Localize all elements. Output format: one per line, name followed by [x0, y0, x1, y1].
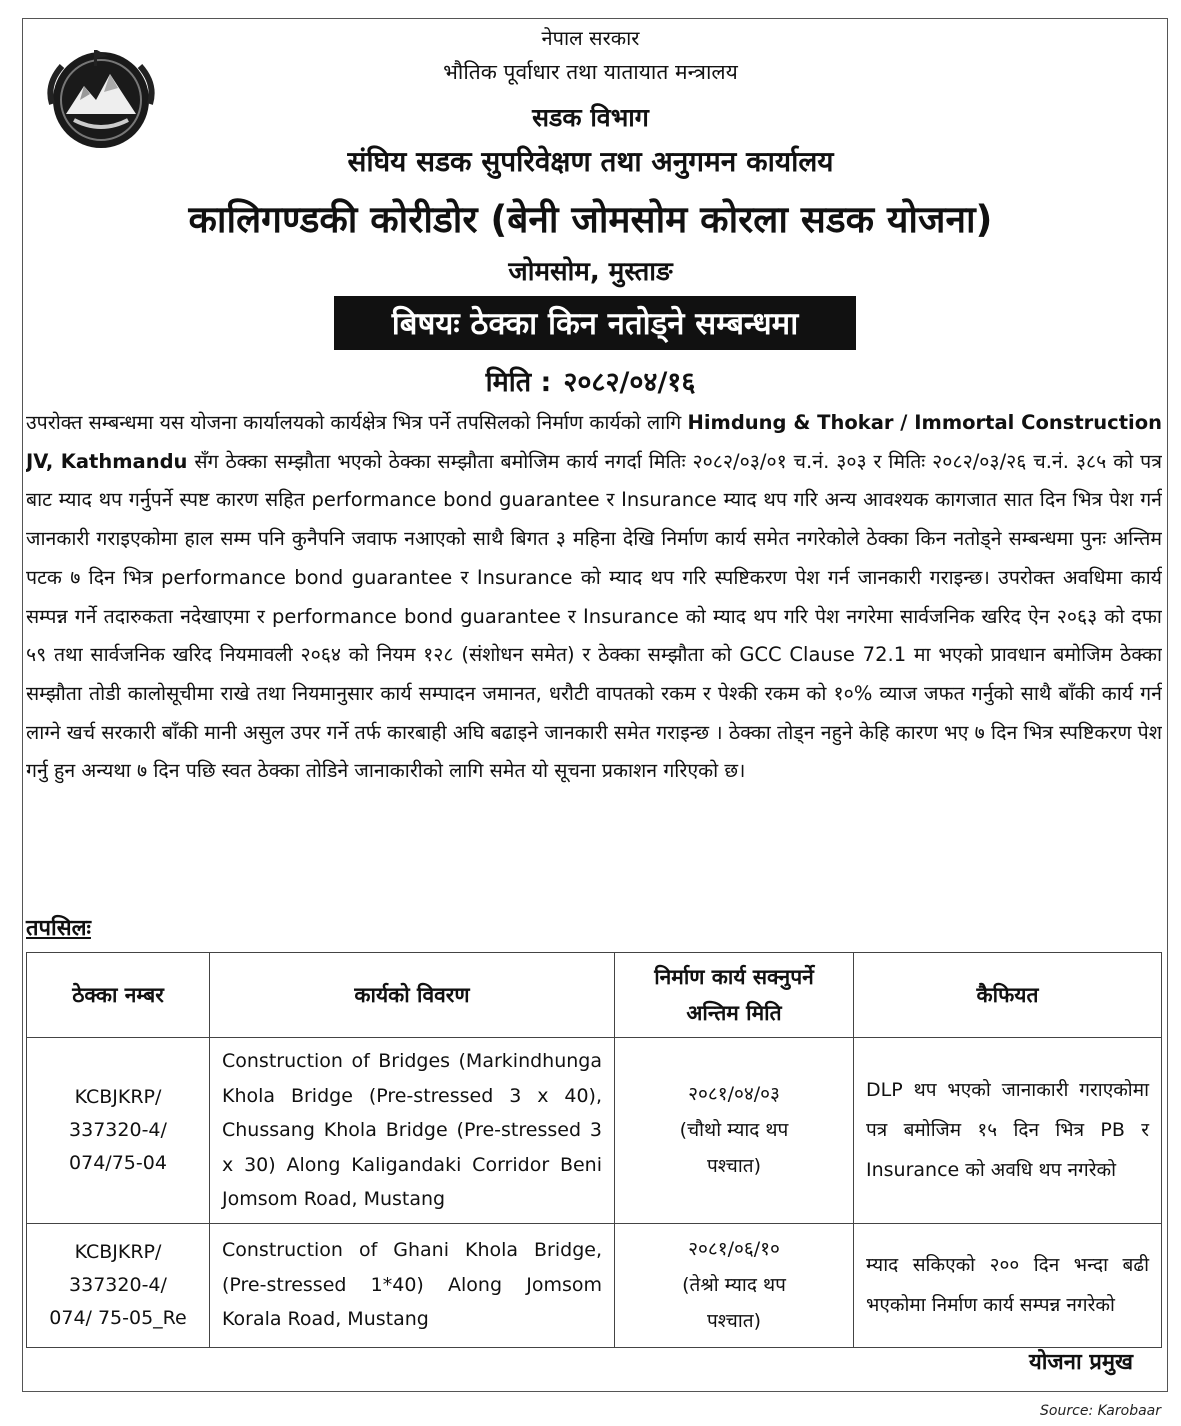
works-table	[26, 952, 1162, 1348]
department-name: सडक विभाग	[532, 103, 649, 132]
subject-banner: बिषयः ठेक्का किन नतोड्ने सम्बन्धमा	[334, 296, 856, 350]
contract-number-cell	[27, 1223, 210, 1347]
contract-number-line: 074/ 75-05_Re	[49, 1306, 187, 1329]
government-name: नेपाल सरकार	[541, 26, 640, 50]
work-description-cell: Construction of Bridges (Markindhunga Khola Bridge (Pre-stressed 3 x 40), Chussang Khola Bridge (Pre-stressed 3 x 30) Along Kaligandaki Corridor Beni Jomsom Road, Mustang	[210, 1038, 615, 1224]
notice-body-part2: सँग ठेक्का सम्झौता भएको ठेक्का सम्झौता बमोजिम कार्य नगर्दा मितिः २०८२/०३/०१ च.नं. ३०३ र मितिः २०८२/०३/२६ च.नं. ३८५ को पत्र बाट म्याद थप गर्नुपर्ने स्पष्ट कारण सहित performance bond guarantee र Insurance म्याद थप गरि अन्य आवश्यक कागजात सात दिन भित्र पेश गर्न जानकारी गराइएकोमा हाल सम्म पनि कुनैपनि जवाफ नआएको साथै बिगत ३ महिना देखि निर्माण कार्य समेत नगरेकोले ठेक्का किन नतोड्ने सम्बन्धमा पुनः अन्तिम पटक ७ दिन भित्र performance bond guarantee र Insurance को म्याद थप गरि स्पष्टिकरण पेश गर्न जानकारी गराइन्छ। उपरोक्त अवधिमा कार्य सम्पन्न गर्ने तदारुकता नदेखाएमा र performance bond guarantee र Insurance को म्याद थप गरि पेश नगरेमा सार्वजनिक खरिद ऐन २०६३ को दफा ५९ तथा सार्वजनिक खरिद नियमावली २०६४ को नियम १२८ (संशोधन समेत) र ठेक्का सम्झौता को GCC Clause 72.1 मा भएको प्रावधान बमोजिम ठेक्का सम्झौता तोडी कालोसूचीमा राखे तथा नियमानुसार कार्य सम्पादन जमानत, धरौटी वापतको रकम र पेश्की रकम को १०% व्याज जफत गर्नुको साथै बाँकी कार्य गर्न लाग्ने खर्च सरकारी बाँकी मानी असुल उपर गर्ने तर्फ कारबाही अघि बढाइने जानकारी समेत गराइन्छ । ठेक्का तोड्न नहुने केहि कारण भए ७ दिन भित्र स्पष्टिकरण पेश गर्नु हुन अन्यथा ७ दिन पछि स्वत ठेक्का तोडिने जानाकारीको लागि समेत यो सूचना प्रकाशन गरिएको छ।	[26, 449, 1162, 783]
contract-number-line: 074/75-04	[69, 1151, 167, 1174]
date-value: २०८२/०४/१६	[563, 367, 696, 398]
contract-number-cell	[27, 1038, 210, 1224]
header-remarks: कैफियत	[854, 953, 1162, 1038]
deadline-cell	[615, 1223, 854, 1347]
table-row	[27, 1038, 1162, 1224]
deadline-date: २०८१/०६/१०	[688, 1238, 780, 1260]
office-location: जोमसोम, मुस्ताङ	[508, 257, 673, 287]
contract-number-line: KCBJKRP/	[74, 1085, 162, 1108]
schedule-title: तपसिलः	[26, 916, 91, 941]
deadline-note: पश्चात)	[706, 1310, 762, 1332]
signature-project-chief: योजना प्रमुख	[1028, 1350, 1133, 1375]
deadline-note: (चौथो म्याद थप	[679, 1119, 789, 1142]
deadline-date: २०८१/०४/०३	[688, 1083, 780, 1106]
source-credit: Source: Karobaar	[1040, 1403, 1161, 1419]
remarks-cell: DLP थप भएको जानाकारी गराएकोमा पत्र बमोजिम १५ दिन भित्र PB र Insurance को अवधि थप नगरेको	[854, 1038, 1162, 1224]
header-deadline-line1: निर्माण कार्य सक्नुपर्ने	[654, 965, 814, 989]
notice-body-part1: उपरोक्त सम्बन्धमा यस योजना कार्यालयको कार्यक्षेत्र भित्र पर्ने तपसिलको निर्माण कार्यको लागि	[26, 411, 682, 434]
ministry-name: भौतिक पूर्वाधार तथा यातायात मन्त्रालय	[443, 60, 738, 84]
date-label: मिति :	[485, 367, 552, 398]
remarks-cell: म्याद सकिएको २०० दिन भन्दा बढी भएकोमा निर्माण कार्य सम्पन्न नगरेको	[854, 1223, 1162, 1347]
deadline-note: पश्चात)	[706, 1155, 762, 1178]
header-deadline-line2: अन्तिम मिति	[686, 1001, 782, 1025]
header-contract-no: ठेक्का नम्बर	[27, 953, 210, 1038]
contractor-name: Himdung & Thokar / Immortal Construction JV, Kathmandu	[26, 411, 1162, 473]
notice-date	[0, 362, 1181, 399]
contract-number-line: 337320-4/	[69, 1118, 167, 1141]
project-name: कालिगण्डकी कोरीडोर (बेनी जोमसोम कोरला सडक योजना)	[188, 198, 993, 241]
office-name: संघिय सडक सुपरिवेक्षण तथा अनुगमन कार्यालय	[347, 145, 834, 178]
deadline-note: (तेश्रो म्याद थप	[682, 1274, 786, 1296]
notice-body	[26, 404, 1162, 914]
contract-number-line: KCBJKRP/	[74, 1240, 162, 1263]
header-description: कार्यको विवरण	[210, 953, 615, 1038]
header-deadline	[615, 953, 854, 1038]
work-description-cell: Construction of Ghani Khola Bridge, (Pre-stressed 1*40) Along Jomsom Korala Road, Mustang	[210, 1223, 615, 1347]
deadline-cell	[615, 1038, 854, 1224]
contract-number-line: 337320-4/	[69, 1273, 167, 1296]
table-row	[27, 1223, 1162, 1347]
table-header-row	[27, 953, 1162, 1038]
